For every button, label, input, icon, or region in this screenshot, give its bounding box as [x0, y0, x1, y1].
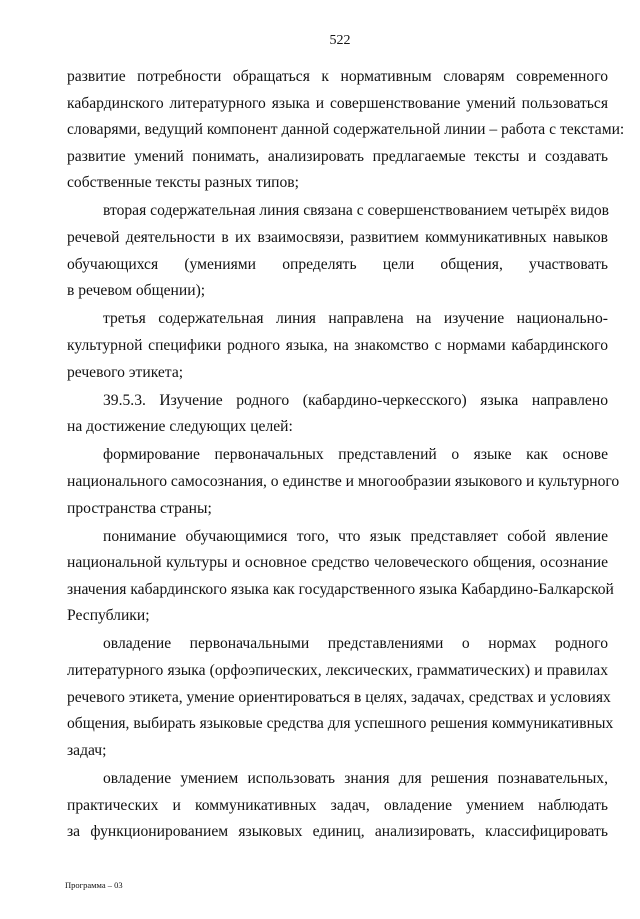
text-line: обучающихся (умениями определять цели общения, участвовать: [67, 255, 608, 273]
text-line: развитие умений понимать, анализировать предлагаемые тексты и создавать: [67, 147, 608, 165]
text-line: вторая содержательная линия связана с совершенствованием четырёх видов: [103, 202, 610, 220]
paragraph: [67, 64, 625, 197]
text-line: общения, выбирать языковые средства для успешного решения коммуникативных: [67, 715, 614, 733]
text-line: пространства страны;: [67, 499, 212, 517]
text-line: национальной культуры и основное средство человеческого общения, осознание: [67, 554, 608, 572]
text-line: словарями, ведущий компонент данной содержательной линии – работа с текстами:: [67, 121, 625, 139]
text-line: речевого этикета;: [67, 363, 184, 381]
paragraph: [67, 306, 608, 386]
text-line: третья содержательная линия направлена на изучение национально-: [103, 310, 608, 328]
text-line: 39.5.3. Изучение родного (кабардино-черкесского) языка направлено: [103, 391, 608, 409]
text-line: овладение умением использовать знания для решения познавательных,: [103, 769, 608, 787]
text-line: литературного языка (орфоэпических, лексических, грамматических) и правилах: [67, 662, 608, 680]
text-line: развитие потребности обращаться к нормативным словарям современного: [67, 68, 608, 85]
text-line: за функционированием языковых единиц, анализировать, классифицировать: [67, 823, 608, 841]
text-line: формирование первоначальных представлений о языке как основе: [103, 446, 608, 464]
paragraph: [67, 524, 614, 630]
text-line: понимание обучающимися того, что язык представляет собой явление: [103, 527, 608, 545]
text-line: на достижение следующих целей:: [67, 418, 293, 436]
text-line: практических и коммуникативных задач, овладение умением наблюдать: [67, 796, 608, 814]
text-line: задач;: [67, 741, 107, 759]
page-number: 522: [329, 33, 351, 48]
paragraph: [67, 631, 614, 764]
text-line: национального самосознания, о единстве и многообразии языкового и культурного: [67, 472, 620, 490]
page-footer: Программа – 03: [65, 880, 123, 890]
text-line: культурной специфики родного языка, на знакомство с нормами кабардинского: [67, 336, 608, 354]
text-line: Республики;: [67, 607, 150, 625]
text-line: овладение первоначальными представлениями о нормах родного: [103, 635, 608, 653]
paragraph: [67, 388, 608, 441]
document-body: [67, 64, 625, 847]
paragraph: [67, 766, 608, 846]
text-line: кабардинского литературного языка и совершенствование умений пользоваться: [67, 94, 608, 112]
text-line: речевого этикета, умение ориентироваться в целях, задачах, средствах и условиях: [67, 688, 611, 706]
text-line: собственные тексты разных типов;: [67, 174, 299, 192]
text-line: в речевом общении);: [67, 282, 206, 300]
paragraph: [67, 198, 608, 304]
text-line: речевой деятельности в их взаимосвязи, развитием коммуникативных навыков: [67, 229, 608, 247]
paragraph: [67, 442, 620, 522]
text-line: значения кабардинского языка как государственного языка Кабардино-Балкарской: [67, 580, 614, 598]
